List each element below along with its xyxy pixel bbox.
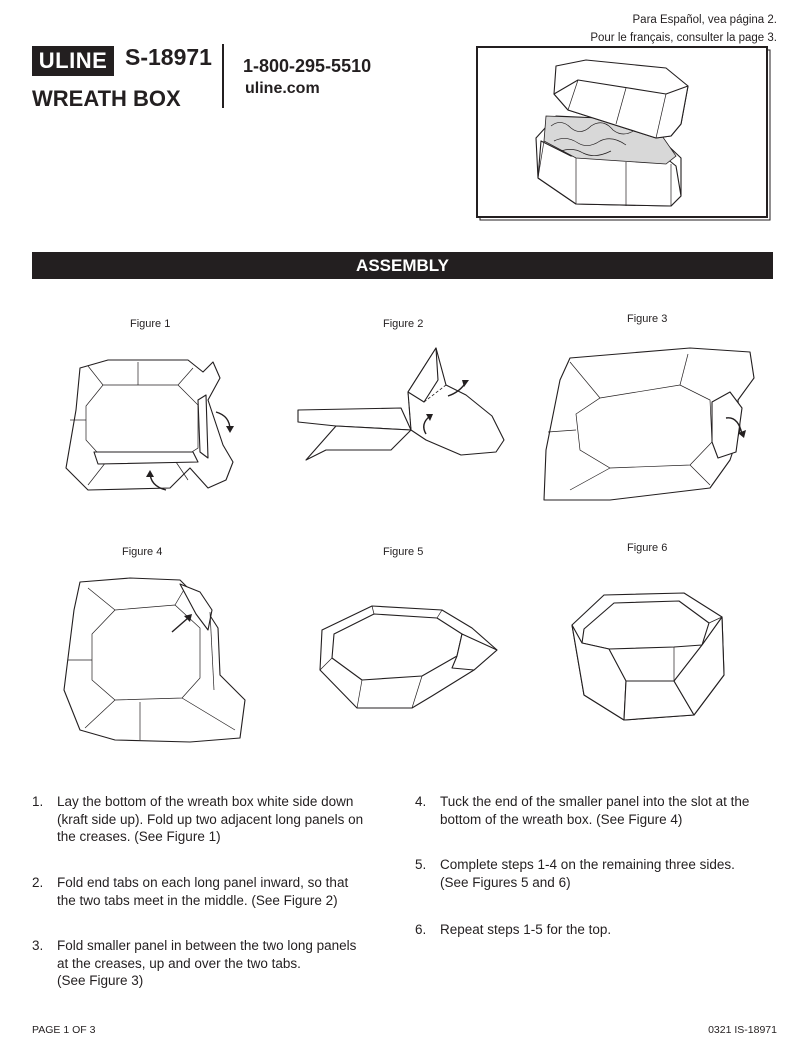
step-line: (See Figures 5 and 6) (440, 874, 571, 890)
step-line: the two tabs meet in the middle. (See Figure 2) (57, 892, 338, 908)
step-number: 2. (32, 875, 44, 890)
step-number: 1. (32, 794, 44, 809)
step-line: Tuck the end of the smaller panel into the slot at the (440, 794, 750, 809)
figure-2-diagram (296, 340, 506, 470)
spanish-note: Para Español, vea página 2. (632, 14, 777, 26)
phone-number: 1-800-295-5510 (243, 56, 372, 76)
figure-6-diagram (564, 585, 734, 725)
step-line: Lay the bottom of the wreath box white side down (57, 794, 354, 809)
figure-2-label: Figure 2 (383, 318, 424, 330)
figure-4-label: Figure 4 (122, 546, 163, 558)
uline-logo: ULINE (32, 46, 114, 76)
step-number: 3. (32, 938, 44, 953)
step-line: (kraft side up). Fold up two adjacent long panels on (57, 811, 364, 827)
step-line: bottom of the wreath box. (See Figure 4) (440, 811, 683, 827)
figure-5-label: Figure 5 (383, 546, 424, 558)
figure-4-diagram (60, 570, 250, 745)
model-number: S-18971 (125, 44, 212, 70)
step-number: 6. (415, 922, 427, 937)
step-line: (See Figure 3) (57, 973, 144, 988)
step-line: Fold end tabs on each long panel inward, so that (57, 875, 349, 890)
product-title: WREATH BOX (32, 86, 181, 111)
document-code: 0321 IS-18971 (708, 1024, 777, 1036)
step-number: 5. (415, 857, 427, 872)
figure-3-diagram (540, 340, 760, 510)
figure-1-diagram (58, 340, 248, 510)
step-line: Complete steps 1-4 on the remaining three sides. (440, 857, 735, 872)
step-line: Fold smaller panel in between the two long panels (57, 938, 357, 953)
step-line: the creases. (See Figure 1) (57, 829, 221, 844)
wreath-box-illustration (476, 46, 774, 224)
figure-6-label: Figure 6 (627, 542, 668, 554)
header-divider (222, 44, 224, 108)
step-line: at the creases, up and over the two tabs. (57, 955, 301, 971)
page-number: PAGE 1 OF 3 (32, 1024, 96, 1036)
french-note: Pour le français, consulter la page 3. (590, 32, 777, 44)
figure-3-label: Figure 3 (627, 313, 668, 325)
figure-5-diagram (312, 598, 507, 718)
step-line: Repeat steps 1-5 for the top. (440, 922, 612, 937)
step-number: 4. (415, 794, 427, 809)
website: uline.com (245, 80, 320, 97)
assembly-heading: ASSEMBLY (32, 252, 773, 279)
figure-1-label: Figure 1 (130, 318, 171, 330)
